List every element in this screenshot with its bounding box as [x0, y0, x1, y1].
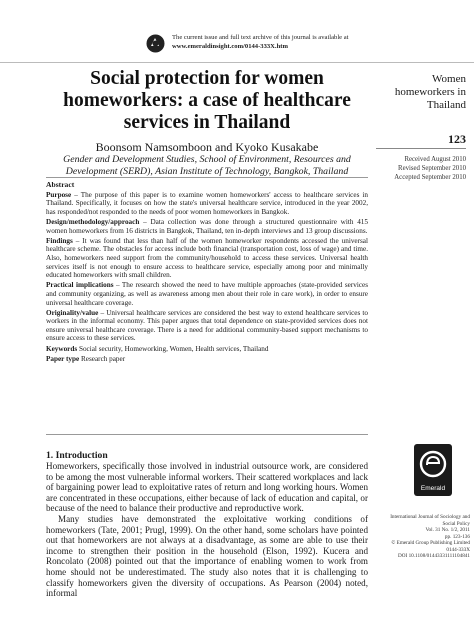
keywords-text: Social security, Homeworking, Women, Health services, Thailand — [77, 344, 269, 353]
margin-divider — [376, 148, 466, 149]
abstract-divider-top — [46, 177, 368, 178]
revised-date: Revised September 2010 — [398, 164, 466, 172]
section-heading-introduction: 1. Introduction — [46, 450, 108, 461]
abstract-implications — [46, 281, 368, 307]
journal-info-line: Social Policy — [442, 520, 470, 527]
introduction-body — [46, 461, 368, 599]
journal-info-line: Vol. 31 No. 1/2, 2011 — [425, 527, 470, 533]
journal-info-line: 0144-333X — [446, 546, 470, 553]
author-affiliation: Gender and Development Studies, School of Environment, Resources and Development (SERD), Asian Institute of Technology, Bangkok, Thailand — [63, 154, 351, 177]
abstract-section — [46, 181, 368, 365]
abstract-findings — [46, 237, 368, 280]
archive-url-link[interactable]: www.emeraldinsight.com/0144-333X.htm — [172, 43, 288, 50]
abstract-heading: Abstract — [46, 180, 75, 189]
abstract-originality — [46, 309, 368, 343]
findings-text: – It was found that less than half of the women homeworker respondents accessed the universal healthcare scheme. The obstacles for access include both financial (transportation cost, loss of wage) and time. Also, homeworkers need support from the community/household to access these services. Universal health services itself is not enough to ensure access to healthcare service, especially among poor and minimally educated homeworkers with small children. — [46, 236, 368, 280]
submission-dates — [360, 156, 466, 182]
findings-label: Findings — [46, 236, 73, 245]
abstract-divider-bottom — [46, 434, 368, 435]
archive-notice-text: The current issue and full text archive of this journal is available at — [172, 34, 349, 41]
journal-info-line: International Journal of Sociology and — [390, 514, 470, 520]
paper-type-label: Paper type — [46, 354, 80, 363]
originality-label: Originality/value — [46, 308, 99, 317]
running-title: Women homeworkers in Thailand — [394, 73, 466, 111]
journal-citation-info — [364, 514, 470, 560]
abstract-purpose — [46, 191, 368, 217]
received-date: Received August 2010 — [404, 156, 466, 163]
intro-paragraph-1: Homeworkers, specifically those involved in industrial outsource work, are considered to be among the most vulnerable informal workers. Their scattered workplaces and lack of bargaining power lead to exploitative rates of return and long working hours. Women are concentrated in these occupations, either because of lack of education and capital, or because of the need to balance their productive and reproductive work. — [46, 461, 368, 514]
keywords-label: Keywords — [46, 344, 78, 353]
intro-paragraph-2: Many studies have demonstrated the exploitative working conditions of homeworkers (Tate, 2001; Prugl, 1999). On the other hand, some scholars have pointed out that homeworkers are not always at a disadvantage, as some are able to use their income to strengthen their position in the household (Elson, 1992). Kucera and Roncolato (2008) pointed out that the importance of enabling women to work from home should not be underestimated. The study also notes that it is challenging to classify homeworkers given the diversity of occupations. As Pearson (2004) noted, informal — [46, 513, 368, 599]
design-label: Design/methodology/approach — [46, 217, 140, 226]
purpose-label: Purpose — [46, 190, 72, 199]
journal-info-line: © Emerald Group Publishing Limited — [391, 540, 470, 546]
abstract-paper-type — [46, 355, 368, 364]
abstract-keywords — [46, 345, 368, 354]
page-number: 123 — [448, 132, 466, 146]
purpose-text: – The purpose of this paper is to examine women homeworkers' access to healthcare services in Thailand. Specifically, it focuses on how the state's universal healthcare service, introduced in the year 2002, has responded/not responded to the needs of poor women homeworkers in Bangkok. — [46, 190, 368, 216]
journal-info-line: DOI 10.1108/01443331111104841 — [398, 553, 470, 559]
emerald-insight-logo-icon — [146, 34, 165, 53]
article-title: Social protection for women homeworkers: a case of healthcare services in Thailand — [63, 68, 351, 133]
paper-type-text: Research paper — [79, 354, 126, 363]
implications-label: Practical implications — [46, 281, 114, 290]
originality-text: – Universal healthcare services are considered the best way to extend healthcare services to workers in the informal economy. This paper argues that total dependence on state-provided services does not ensure universal healthcare coverage. There is a need for additional community-based support mechanisms to ensure access to these services. — [46, 308, 368, 343]
abstract-design — [46, 218, 368, 235]
journal-archive-notice — [172, 33, 392, 51]
implications-text: – The research showed the need to have multiple approaches (state-provided services and community organizing, as well as awareness among men about their role in care work), in order to ensure universal healthcare coverage. — [46, 281, 368, 307]
article-authors: Boonsom Namsomboon and Kyoko Kusakabe — [95, 140, 319, 154]
header-divider — [0, 62, 474, 63]
emerald-logo-text: Emerald — [420, 485, 446, 492]
emerald-publisher-logo — [414, 444, 452, 496]
design-text: – Data collection was done through a structured questionnaire with 415 women homeworkers from 16 districts in Bangkok, Thailand, ten in-depth interviews and 13 group discussions. — [46, 217, 368, 235]
accepted-date: Accepted September 2010 — [394, 173, 466, 181]
journal-info-line: pp. 123-136 — [444, 533, 470, 540]
